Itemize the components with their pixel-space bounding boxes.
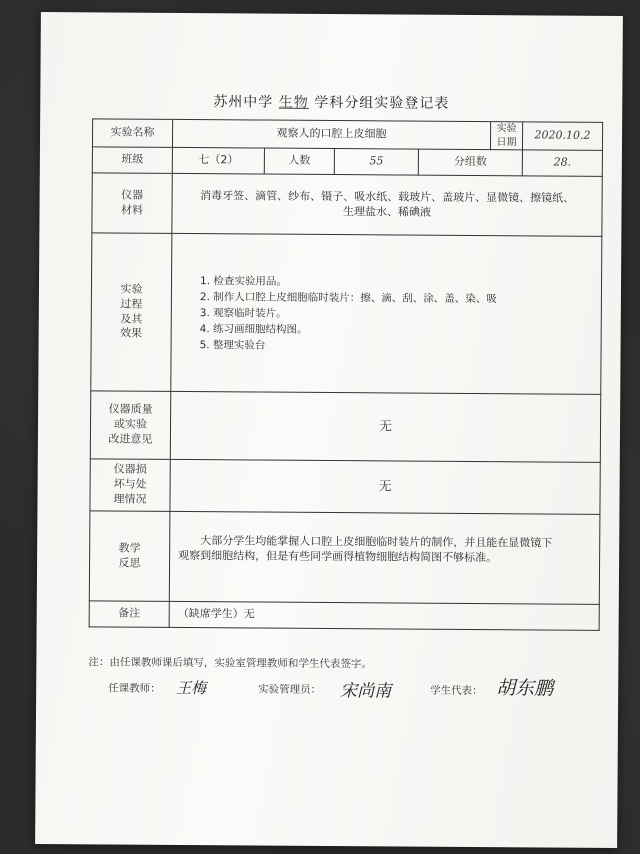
- subject-name: 生物: [278, 94, 309, 111]
- row-class-info: [92, 147, 602, 177]
- quality-label-line1: 仪器质量: [108, 402, 153, 417]
- remarks-value: （缺席学生）无: [169, 601, 599, 630]
- signature-row: [108, 672, 588, 705]
- process-label-line1: 实验: [120, 282, 143, 296]
- class-label: 班级: [92, 147, 172, 174]
- group-count-value: 28.: [522, 150, 602, 177]
- student-count-label: 人数: [264, 148, 334, 174]
- teacher-label: 任课教师：: [108, 682, 161, 695]
- row-remarks: [89, 601, 599, 631]
- process-label: [91, 233, 172, 392]
- experiment-date-label: [490, 122, 522, 150]
- experiment-date-value: 2020.10.2: [522, 122, 602, 151]
- step-item: 2. 制作人口腔上皮细胞临时装片：擦、滴、刮、涂、盖、染、吸: [199, 290, 497, 305]
- damage-label-line1: 仪器损: [113, 462, 147, 476]
- process-value: [171, 233, 602, 394]
- materials-label-line1: 仪器: [121, 188, 144, 202]
- process-steps: [172, 272, 602, 355]
- materials-line2: 生理盐水、稀碘液: [342, 204, 432, 219]
- step-item: 5. 整理实验台: [199, 338, 266, 352]
- admin-label: 实验管理员：: [258, 683, 322, 696]
- process-label-line2: 过程: [120, 297, 143, 311]
- admin-signature: 宋尚南: [340, 681, 392, 702]
- damage-label-line3: 理情况: [113, 492, 147, 506]
- quality-label-line3: 改进意见: [108, 432, 153, 446]
- step-item: 3. 观察临时装片。: [199, 306, 287, 320]
- materials-line1: 消毒牙签、滴管、纱布、镊子、吸水纸、载玻片、盖玻片、显微镜、擦镜纸、: [200, 188, 575, 205]
- quality-value: 无: [170, 391, 600, 462]
- form-title: [40, 90, 622, 114]
- form-paper: [35, 12, 623, 848]
- student-count-value: 55: [334, 149, 418, 176]
- footer-note: 注：由任课教师课后填写，实验室管理教师和学生代表签字。: [88, 656, 372, 671]
- school-name: 苏州中学: [213, 94, 274, 111]
- materials-label-line2: 材料: [120, 203, 144, 217]
- student-label: 学生代表：: [430, 684, 483, 698]
- experiment-form-table: [89, 118, 604, 631]
- title-suffix: 学科分组实验登记表: [314, 94, 450, 112]
- quality-label-line2: 或实验: [113, 417, 148, 431]
- experiment-name-label: 实验名称: [92, 119, 172, 148]
- row-damage: [90, 459, 600, 515]
- row-materials: [92, 173, 602, 237]
- materials-label: [92, 173, 172, 234]
- damage-label: [90, 459, 170, 512]
- reflection-label-line1: 教学: [118, 541, 141, 555]
- class-value: 七（2）: [172, 147, 264, 174]
- step-item: 1. 检查实验用品。: [199, 274, 287, 288]
- reflection-label: [89, 511, 170, 602]
- date-label-line1: 实验: [496, 123, 517, 135]
- materials-value: [172, 173, 602, 236]
- group-count-label: 分组数: [418, 149, 522, 176]
- reflection-line1: 大部分学生均能掌握人口腔上皮细胞临时装片的制作，并且能在显微镜下: [200, 534, 553, 550]
- experiment-name-value: 观察人的口腔上皮细胞: [172, 119, 490, 149]
- damage-value: 无: [170, 459, 600, 514]
- row-process: [91, 233, 602, 395]
- process-label-line3: 及其: [120, 312, 143, 326]
- date-label-line2: 日期: [496, 136, 517, 148]
- reflection-value: [169, 511, 600, 604]
- student-signature: 胡东鹏: [496, 677, 554, 700]
- damage-label-line2: 坏与处: [113, 477, 147, 491]
- row-experiment-name: [92, 119, 602, 151]
- row-reflection: [89, 511, 600, 605]
- reflection-label-line2: 反思: [118, 556, 141, 570]
- step-item: 4. 练习画细胞结构图。: [199, 322, 308, 336]
- quality-label: [90, 391, 170, 460]
- reflection-line2: 观察到细胞结构，但是有些同学画得植物细胞结构简图不够标准。: [178, 548, 498, 565]
- remarks-label: 备注: [89, 601, 169, 628]
- teacher-signature: 王梅: [176, 678, 207, 698]
- row-quality: [90, 391, 600, 463]
- process-label-line4: 效果: [120, 326, 143, 341]
